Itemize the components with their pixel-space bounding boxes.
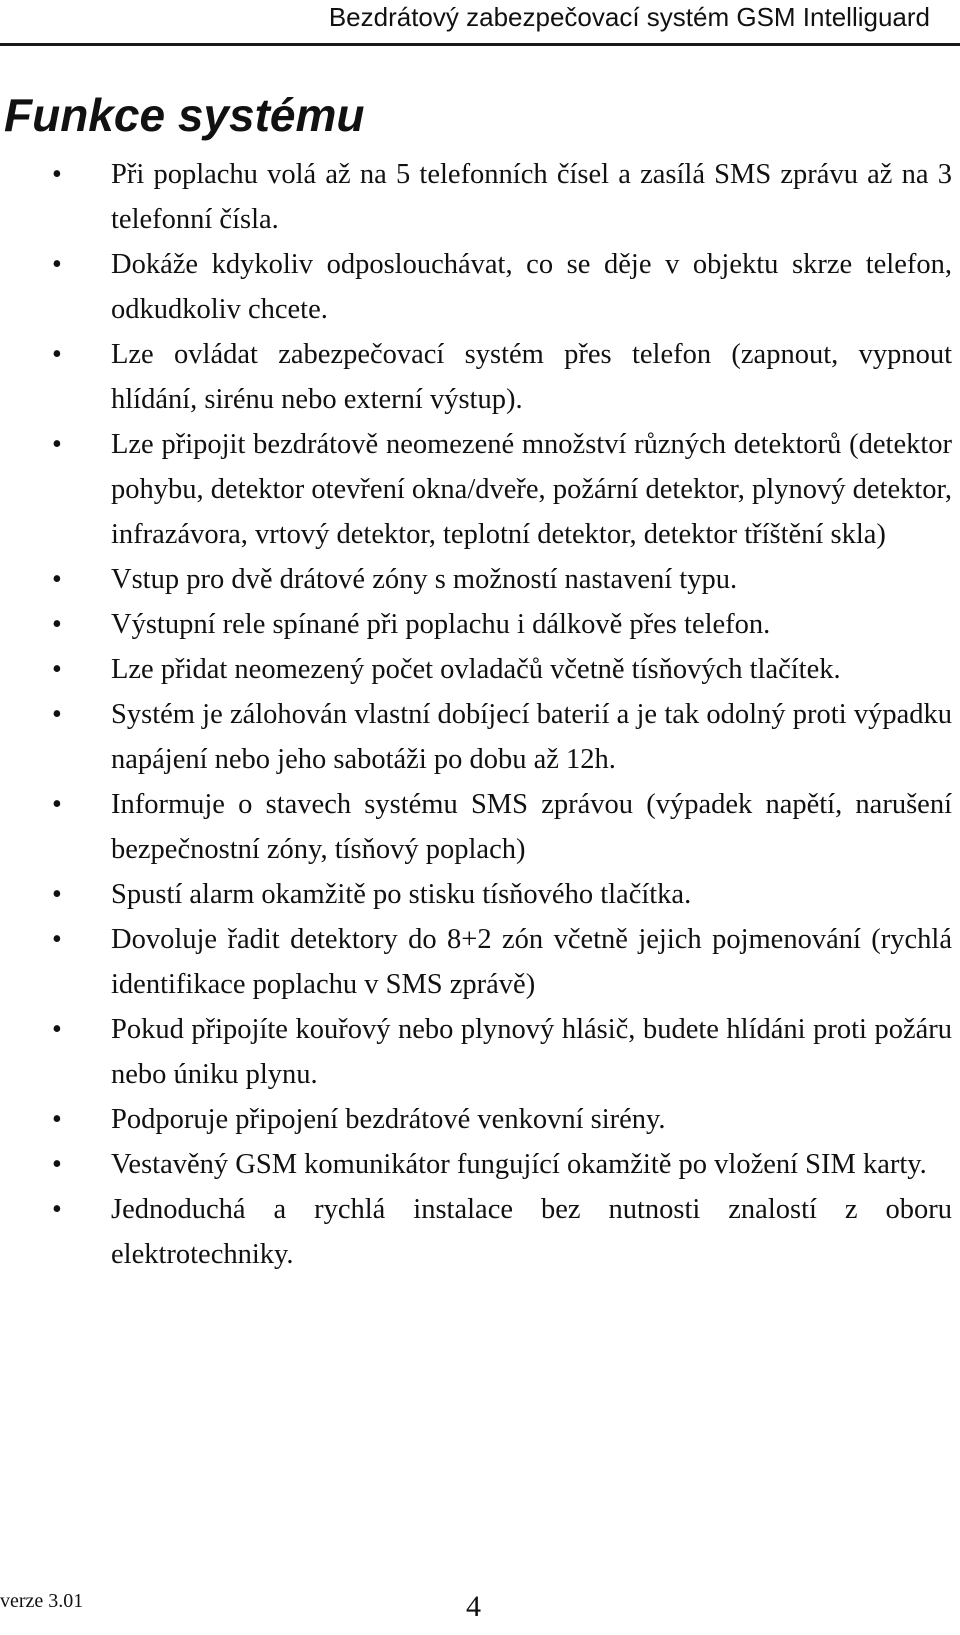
page-number: 4 bbox=[466, 1590, 481, 1623]
bullet-icon: • bbox=[52, 924, 62, 955]
feature-item bbox=[0, 692, 960, 782]
feature-text: Dovoluje řadit detektory do 8+2 zón včetně jejich pojmenování (rychlá identifikace poplachu v SMS zprávě) bbox=[111, 924, 952, 1000]
feature-text: Podporuje připojení bezdrátové venkovní sirény. bbox=[111, 1104, 666, 1135]
feature-text: Systém je zálohován vlastní dobíjecí baterií a je tak odolný proti výpadku napájení nebo jeho sabotáži po dobu až 12h. bbox=[111, 699, 952, 775]
feature-item bbox=[0, 422, 960, 557]
feature-text: Pokud připojíte kouřový nebo plynový hlásič, budete hlídáni proti požáru nebo úniku plynu. bbox=[111, 1014, 952, 1090]
section-title: Funkce systému bbox=[4, 89, 365, 141]
feature-text: Informuje o stavech systému SMS zprávou (výpadek napětí, narušení bezpečnostní zóny, tísňový poplach) bbox=[111, 789, 952, 865]
feature-text: Výstupní rele spínané při poplachu i dálkově přes telefon. bbox=[111, 609, 771, 640]
bullet-icon: • bbox=[52, 1104, 62, 1135]
feature-text: Spustí alarm okamžitě po stisku tísňového tlačítka. bbox=[111, 879, 692, 910]
feature-item bbox=[0, 152, 960, 242]
feature-text: Dokáže kdykoliv odposlouchávat, co se děje v objektu skrze telefon, odkudkoliv chcete. bbox=[111, 249, 952, 325]
feature-item bbox=[0, 782, 960, 872]
feature-item bbox=[0, 1142, 960, 1187]
bullet-icon: • bbox=[52, 159, 62, 190]
feature-text: Vstup pro dvě drátové zóny s možností nastavení typu. bbox=[111, 564, 738, 595]
feature-text: Lze přidat neomezený počet ovladačů včetně tísňových tlačítek. bbox=[111, 654, 841, 685]
feature-item bbox=[0, 242, 960, 332]
bullet-icon: • bbox=[52, 564, 62, 595]
feature-text: Vestavěný GSM komunikátor fungující okamžitě po vložení SIM karty. bbox=[111, 1149, 927, 1180]
bullet-icon: • bbox=[52, 1149, 62, 1180]
feature-item bbox=[0, 332, 960, 422]
feature-item bbox=[0, 872, 960, 917]
feature-item bbox=[0, 1007, 960, 1097]
bullet-icon: • bbox=[52, 879, 62, 910]
page-header bbox=[0, 0, 960, 46]
bullet-icon: • bbox=[52, 339, 62, 370]
bullet-icon: • bbox=[52, 1194, 62, 1225]
header-title: Bezdrátový zabezpečovací systém GSM Intelliguard bbox=[328, 2, 930, 32]
feature-item bbox=[0, 647, 960, 692]
bullet-icon: • bbox=[52, 609, 62, 640]
bullet-icon: • bbox=[52, 429, 62, 460]
bullet-icon: • bbox=[52, 654, 62, 685]
bullet-icon: • bbox=[52, 1014, 62, 1045]
feature-text: Lze připojit bezdrátově neomezené množství různých detektorů (detektor pohybu, detektor otevření okna/dveře, požární detektor, plynový detektor, infrazávora, vrtový detektor, teplotní detektor, detektor tříštění skla) bbox=[111, 429, 952, 550]
feature-item bbox=[0, 1187, 960, 1277]
feature-text: Jednoduchá a rychlá instalace bez nutnosti znalostí z oboru elektrotechniky. bbox=[111, 1194, 952, 1270]
bullet-icon: • bbox=[52, 789, 62, 820]
feature-item bbox=[0, 602, 960, 647]
bullet-icon: • bbox=[52, 249, 62, 280]
feature-item bbox=[0, 917, 960, 1007]
feature-text: Lze ovládat zabezpečovací systém přes telefon (zapnout, vypnout hlídání, sirénu nebo externí výstup). bbox=[111, 339, 952, 415]
feature-item bbox=[0, 1097, 960, 1142]
bullet-icon: • bbox=[52, 699, 62, 730]
footer-version: verze 3.01 bbox=[0, 1590, 84, 1612]
feature-list bbox=[0, 152, 960, 1277]
feature-item bbox=[0, 557, 960, 602]
feature-text: Při poplachu volá až na 5 telefonních čísel a zasílá SMS zprávu až na 3 telefonní čísla. bbox=[111, 159, 952, 235]
